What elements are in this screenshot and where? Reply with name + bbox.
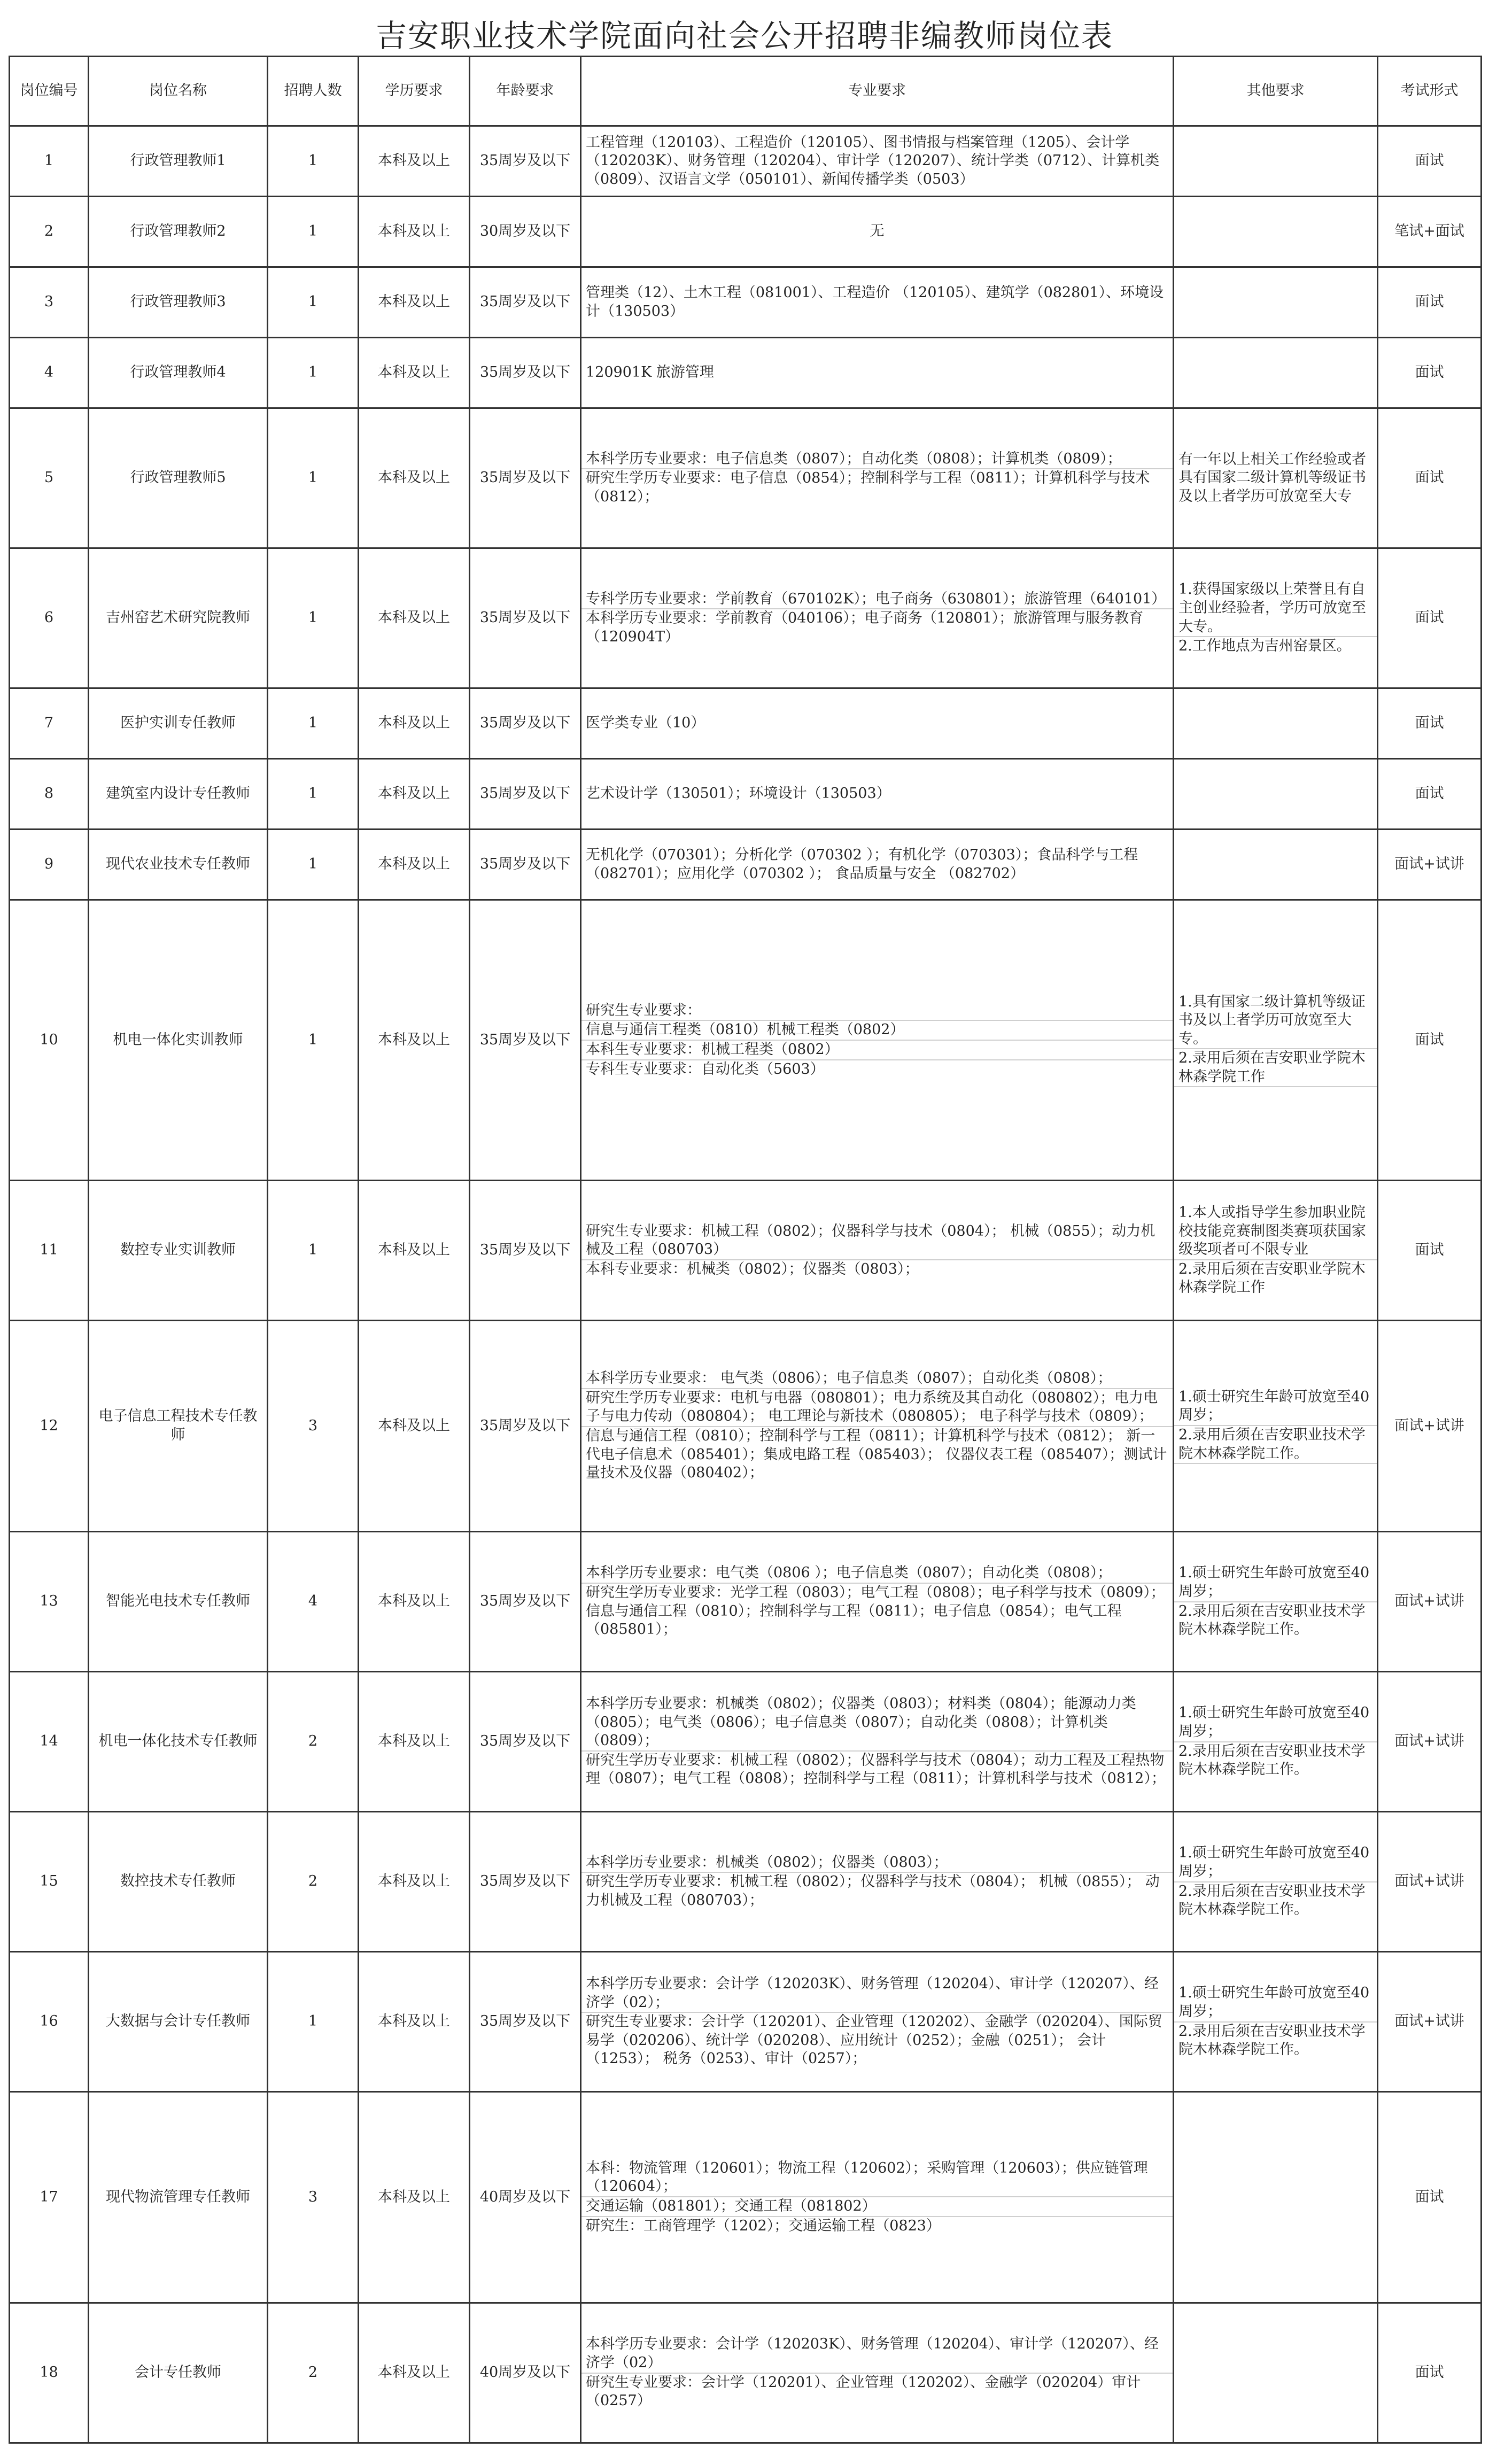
major-requirement-cell bbox=[581, 900, 1174, 1181]
age-cell: 35周岁及以下 bbox=[470, 900, 581, 1181]
header-cell: 其他要求 bbox=[1174, 57, 1378, 126]
other-requirement-text: 2.录用后须在吉安职业学院木林森学院工作 bbox=[1178, 1050, 1366, 1085]
age-cell: 35周岁及以下 bbox=[470, 338, 581, 408]
other-requirement-text: 1.硕士研究生年龄可放宽至40周岁； bbox=[1178, 1985, 1370, 2020]
hire-count-cell: 1 bbox=[268, 759, 359, 830]
major-requirement-text: 研究生专业要求：会计学（120201）、企业管理（120202）、金融学（020204）、国际贸易学（020206）、统计学（020208）、应用统计（0252）；金融（0251）； 会计（1253）； 税务（0253）、审计（0257）； bbox=[586, 2013, 1162, 2067]
other-requirement-cell bbox=[1174, 759, 1378, 830]
position-name-cell: 大数据与会计专任教师 bbox=[89, 1952, 268, 2092]
exam-format-cell: 面试 bbox=[1378, 338, 1482, 408]
major-requirement-text: 研究生学历专业要求：电机与电器（080801）；电力系统及其自动化（080802）；电力电子与电力传动（080804）； 电工理论与新技术（080805）； 电子科学与技术（0809）； bbox=[586, 1389, 1158, 1425]
hire-count-cell: 2 bbox=[268, 1672, 359, 1812]
major-requirement-text: 专科学历专业要求：学前教育（670102K）；电子商务（630801）；旅游管理（640101） bbox=[586, 590, 1166, 607]
major-requirement-cell bbox=[581, 688, 1174, 759]
hire-count-cell: 1 bbox=[268, 1952, 359, 2092]
table-row bbox=[10, 338, 1482, 408]
table-row bbox=[10, 1672, 1482, 1812]
table-row bbox=[10, 2092, 1482, 2303]
major-requirement-cell bbox=[581, 1181, 1174, 1321]
header-cell: 专业要求 bbox=[581, 57, 1174, 126]
other-requirement-text: 2.工作地点为吉州窑景区。 bbox=[1178, 638, 1351, 655]
major-requirement-text: 本科学历专业要求：机械类（0802）；仪器类（0803）；材料类（0804）；能源动力类（0805）；电气类（0806）；电子信息类（0807）；自动化类（0808）；计算机类（0809）； bbox=[586, 1695, 1136, 1749]
other-requirement-text: 1.获得国家级以上荣誉且有自主创业经验者，学历可放宽至大专。 bbox=[1178, 581, 1366, 635]
education-cell: 本科及以上 bbox=[359, 1812, 470, 1952]
major-requirement-text: 专科生专业要求：自动化类（5603） bbox=[586, 1060, 825, 1078]
exam-format-cell: 笔试+面试 bbox=[1378, 197, 1482, 267]
age-cell: 35周岁及以下 bbox=[470, 267, 581, 338]
major-requirement-cell bbox=[581, 548, 1174, 688]
position-name-cell: 行政管理教师5 bbox=[89, 408, 268, 548]
major-requirement-text: 艺术设计学（130501）；环境设计（130503） bbox=[586, 785, 891, 802]
header-cell: 岗位名称 bbox=[89, 57, 268, 126]
hire-count-cell: 3 bbox=[268, 1321, 359, 1532]
position-id-cell: 5 bbox=[10, 408, 89, 548]
position-name-cell: 现代物流管理专任教师 bbox=[89, 2092, 268, 2303]
header-cell: 岗位编号 bbox=[10, 57, 89, 126]
position-name-cell: 行政管理教师2 bbox=[89, 197, 268, 267]
hire-count-cell: 1 bbox=[268, 1181, 359, 1321]
table-row bbox=[10, 267, 1482, 338]
position-id-cell: 11 bbox=[10, 1181, 89, 1321]
table-header-row bbox=[10, 57, 1482, 126]
position-name-cell: 吉州窑艺术研究院教师 bbox=[89, 548, 268, 688]
major-requirement-text: 信息与通信工程类（0810）机械工程类（0802） bbox=[586, 1021, 905, 1039]
age-cell: 35周岁及以下 bbox=[470, 759, 581, 830]
major-requirement-cell bbox=[581, 197, 1174, 267]
table-row bbox=[10, 900, 1482, 1181]
major-requirement-text: 研究生学历专业要求：光学工程（0803）；电气工程（0808）；电子科学与技术（0809）；信息与通信工程（0810）；控制科学与工程（0811）；电子信息（0854）；电气工程（085801）； bbox=[586, 1584, 1165, 1638]
exam-format-cell: 面试+试讲 bbox=[1378, 1952, 1482, 2092]
education-cell: 本科及以上 bbox=[359, 2303, 470, 2443]
major-requirement-text: 医学类专业（10） bbox=[586, 715, 705, 732]
other-requirement-cell bbox=[1174, 1532, 1378, 1672]
other-requirement-cell bbox=[1174, 548, 1378, 688]
education-cell: 本科及以上 bbox=[359, 126, 470, 197]
major-requirement-text: 研究生专业要求：会计学（120201）、企业管理（120202）、金融学（020204）审计（0257） bbox=[586, 2374, 1141, 2409]
age-cell: 35周岁及以下 bbox=[470, 1181, 581, 1321]
other-requirement-cell bbox=[1174, 830, 1378, 900]
major-requirement-cell bbox=[581, 1532, 1174, 1672]
other-requirement-text: 1.硕士研究生年龄可放宽至40周岁； bbox=[1178, 1704, 1370, 1740]
position-name-cell: 行政管理教师3 bbox=[89, 267, 268, 338]
position-id-cell: 8 bbox=[10, 759, 89, 830]
major-requirement-text: 交通运输（081801）；交通工程（081802） bbox=[586, 2198, 877, 2214]
major-requirement-cell bbox=[581, 1672, 1174, 1812]
table-row bbox=[10, 830, 1482, 900]
table-row bbox=[10, 1321, 1482, 1532]
position-id-cell: 1 bbox=[10, 126, 89, 197]
exam-format-cell: 面试 bbox=[1378, 548, 1482, 688]
other-requirement-cell bbox=[1174, 1181, 1378, 1321]
exam-format-cell: 面试 bbox=[1378, 267, 1482, 338]
major-requirement-cell bbox=[581, 408, 1174, 548]
major-requirement-cell bbox=[581, 126, 1174, 197]
position-id-cell: 10 bbox=[10, 900, 89, 1181]
exam-format-cell: 面试 bbox=[1378, 759, 1482, 830]
exam-format-cell: 面试 bbox=[1378, 688, 1482, 759]
major-requirement-text: 本科：物流管理（120601）；物流工程（120602）；采购管理（120603）；供应链管理（120604）； bbox=[586, 2159, 1148, 2195]
exam-format-cell: 面试+试讲 bbox=[1378, 1532, 1482, 1672]
position-id-cell: 2 bbox=[10, 197, 89, 267]
hire-count-cell: 1 bbox=[268, 548, 359, 688]
other-requirement-cell bbox=[1174, 1952, 1378, 2092]
major-requirement-text: 研究生专业要求：机械工程（0802）；仪器科学与技术（0804）； 机械（0855）；动力机械及工程（080703） bbox=[586, 1222, 1155, 1258]
position-id-cell: 4 bbox=[10, 338, 89, 408]
table-row bbox=[10, 688, 1482, 759]
education-cell: 本科及以上 bbox=[359, 1952, 470, 2092]
other-requirement-text: 2.录用后须在吉安职业技术学院木林森学院工作。 bbox=[1178, 1882, 1366, 1918]
position-name-cell: 电子信息工程技术专任教师 bbox=[89, 1321, 268, 1532]
table-row bbox=[10, 1532, 1482, 1672]
other-requirement-cell bbox=[1174, 338, 1378, 408]
exam-format-cell: 面试+试讲 bbox=[1378, 1812, 1482, 1952]
other-requirement-cell bbox=[1174, 408, 1378, 548]
age-cell: 35周岁及以下 bbox=[470, 1321, 581, 1532]
age-cell: 40周岁及以下 bbox=[470, 2303, 581, 2443]
table-row bbox=[10, 548, 1482, 688]
education-cell: 本科及以上 bbox=[359, 267, 470, 338]
hire-count-cell: 1 bbox=[268, 830, 359, 900]
major-requirement-text: 研究生学历专业要求：电子信息（0854）；控制科学与工程（0811）；计算机科学与技术（0812）； bbox=[586, 470, 1150, 505]
position-id-cell: 7 bbox=[10, 688, 89, 759]
major-requirement-text: 本科学历专业要求：电子信息类（0807）；自动化类（0808）；计算机类（0809）； bbox=[586, 450, 1122, 467]
other-requirement-text: 1.具有国家二级计算机等级证书及以上者学历可放宽至大专。 bbox=[1178, 993, 1366, 1047]
position-id-cell: 12 bbox=[10, 1321, 89, 1532]
other-requirement-text: 有一年以上相关工作经验或者具有国家二级计算机等级证书及以上者学历可放宽至大专 bbox=[1178, 451, 1366, 505]
position-name-cell: 建筑室内设计专任教师 bbox=[89, 759, 268, 830]
other-requirement-text: 1.硕士研究生年龄可放宽至40周岁； bbox=[1178, 1845, 1370, 1880]
major-requirement-cell bbox=[581, 1321, 1174, 1532]
position-id-cell: 15 bbox=[10, 1812, 89, 1952]
major-requirement-text: 本科学历专业要求：会计学（120203K）、财务管理（120204）、审计学（120207）、经济学（02） bbox=[586, 2336, 1159, 2371]
other-requirement-text: 2.录用后须在吉安职业技术学院木林森学院工作。 bbox=[1178, 1427, 1366, 1462]
hire-count-cell: 2 bbox=[268, 2303, 359, 2443]
education-cell: 本科及以上 bbox=[359, 759, 470, 830]
hire-count-cell: 1 bbox=[268, 197, 359, 267]
header-cell: 学历要求 bbox=[359, 57, 470, 126]
education-cell: 本科及以上 bbox=[359, 2092, 470, 2303]
hire-count-cell: 4 bbox=[268, 1532, 359, 1672]
hire-count-cell: 1 bbox=[268, 408, 359, 548]
age-cell: 35周岁及以下 bbox=[470, 1532, 581, 1672]
position-id-cell: 14 bbox=[10, 1672, 89, 1812]
major-requirement-text: 研究生专业要求： bbox=[586, 1002, 701, 1019]
major-requirement-text: 工程管理（120103）、工程造价（120105）、图书情报与档案管理（1205）、会计学（120203K）、财务管理（120204）、审计学（120207）、统计学类（0712）、计算机类（0809）、汉语言文学（050101）、新闻传播学类（0503） bbox=[586, 134, 1160, 188]
major-requirement-text: 无机化学（070301）；分析化学（070302 ）；有机化学（070303）；食品科学与工程（082701）；应用化学（070302 ）； 食品质量与安全 （082702） bbox=[586, 846, 1138, 882]
position-name-cell: 机电一体化技术专任教师 bbox=[89, 1672, 268, 1812]
table-row bbox=[10, 197, 1482, 267]
age-cell: 35周岁及以下 bbox=[470, 1672, 581, 1812]
age-cell: 35周岁及以下 bbox=[470, 1812, 581, 1952]
hire-count-cell: 2 bbox=[268, 1812, 359, 1952]
age-cell: 35周岁及以下 bbox=[470, 830, 581, 900]
position-name-cell: 行政管理教师1 bbox=[89, 126, 268, 197]
exam-format-cell: 面试 bbox=[1378, 1181, 1482, 1321]
education-cell: 本科及以上 bbox=[359, 1321, 470, 1532]
header-cell: 年龄要求 bbox=[470, 57, 581, 126]
position-id-cell: 16 bbox=[10, 1952, 89, 2092]
exam-format-cell: 面试 bbox=[1378, 2092, 1482, 2303]
other-requirement-cell bbox=[1174, 1812, 1378, 1952]
other-requirement-text: 1.硕士研究生年龄可放宽至40周岁； bbox=[1178, 1388, 1370, 1424]
education-cell: 本科及以上 bbox=[359, 197, 470, 267]
major-requirement-cell bbox=[581, 267, 1174, 338]
position-name-cell: 会计专任教师 bbox=[89, 2303, 268, 2443]
major-requirement-text: 管理类（12）、土木工程（081001）、工程造价 （120105）、建筑学（082801）、环境设计（130503） bbox=[586, 284, 1164, 320]
table-row bbox=[10, 2303, 1482, 2443]
age-cell: 30周岁及以下 bbox=[470, 197, 581, 267]
table-row bbox=[10, 759, 1482, 830]
other-requirement-text: 2.录用后须在吉安职业学院木林森学院工作 bbox=[1178, 1260, 1366, 1296]
position-name-cell: 医护实训专任教师 bbox=[89, 688, 268, 759]
major-requirement-text: 研究生学历专业要求：机械工程（0802）；仪器科学与技术（0804）；动力工程及工程热物理（0807）；电气工程（0808）；控制科学与工程（0811）；计算机科学与技术（0812）； bbox=[586, 1752, 1166, 1787]
major-requirement-text: 本科学历专业要求：电气类（0806 ）；电子信息类（0807）；自动化类（0808）； bbox=[586, 1564, 1112, 1582]
hire-count-cell: 1 bbox=[268, 267, 359, 338]
age-cell: 35周岁及以下 bbox=[470, 126, 581, 197]
other-requirement-cell bbox=[1174, 126, 1378, 197]
major-requirement-text: 信息与通信工程（0810）；控制科学与工程（0811）；计算机科学与技术（0812）； 新一代电子信息术（085401）；集成电路工程（085403）； 仪器仪表工程（085407）；测试计量技术及仪器（080402）； bbox=[586, 1428, 1167, 1482]
education-cell: 本科及以上 bbox=[359, 830, 470, 900]
other-requirement-cell bbox=[1174, 1672, 1378, 1812]
major-requirement-text: 研究生：工商管理学（1202）；交通运输工程（0823） bbox=[586, 2217, 941, 2234]
other-requirement-text: 1.硕士研究生年龄可放宽至40周岁； bbox=[1178, 1564, 1370, 1600]
major-requirement-text: 本科专业要求：机械类（0802）；仪器类（0803）； bbox=[586, 1260, 919, 1277]
other-requirement-cell bbox=[1174, 197, 1378, 267]
hire-count-cell: 3 bbox=[268, 2092, 359, 2303]
major-requirement-cell bbox=[581, 1952, 1174, 2092]
other-requirement-cell bbox=[1174, 2092, 1378, 2303]
major-requirement-cell bbox=[581, 2092, 1174, 2303]
table-row bbox=[10, 1181, 1482, 1321]
major-requirement-cell bbox=[581, 830, 1174, 900]
major-requirement-text: 研究生学历专业要求：机械工程（0802）；仪器科学与技术（0804）； 机械（0855）； 动力机械及工程（080703）； bbox=[586, 1873, 1160, 1909]
other-requirement-text: 1.本人或指导学生参加职业院校技能竞赛制图类赛项获国家级奖项者可不限专业 bbox=[1178, 1204, 1366, 1258]
age-cell: 35周岁及以下 bbox=[470, 408, 581, 548]
major-requirement-cell bbox=[581, 1812, 1174, 1952]
position-name-cell: 数控专业实训教师 bbox=[89, 1181, 268, 1321]
table-row bbox=[10, 1952, 1482, 2092]
positions-table bbox=[9, 56, 1482, 2444]
hire-count-cell: 1 bbox=[268, 688, 359, 759]
table-body bbox=[10, 126, 1482, 2443]
position-name-cell: 智能光电技术专任教师 bbox=[89, 1532, 268, 1672]
other-requirement-text: 2.录用后须在吉安职业技术学院木林森学院工作。 bbox=[1178, 1602, 1366, 1638]
major-requirement-cell bbox=[581, 338, 1174, 408]
major-requirement-text: 本科生专业要求：机械工程类（0802） bbox=[586, 1041, 839, 1058]
major-requirement-text: 本科学历专业要求：会计学（120203K）、财务管理（120204）、审计学（120207）、经济学（02）； bbox=[586, 1975, 1159, 2011]
position-id-cell: 6 bbox=[10, 548, 89, 688]
age-cell: 40周岁及以下 bbox=[470, 2092, 581, 2303]
major-requirement-text: 无 bbox=[870, 223, 885, 240]
education-cell: 本科及以上 bbox=[359, 1532, 470, 1672]
exam-format-cell: 面试 bbox=[1378, 408, 1482, 548]
education-cell: 本科及以上 bbox=[359, 338, 470, 408]
exam-format-cell: 面试+试讲 bbox=[1378, 1672, 1482, 1812]
other-requirement-cell bbox=[1174, 267, 1378, 338]
hire-count-cell: 1 bbox=[268, 338, 359, 408]
age-cell: 35周岁及以下 bbox=[470, 1952, 581, 2092]
education-cell: 本科及以上 bbox=[359, 1181, 470, 1321]
hire-count-cell: 1 bbox=[268, 900, 359, 1181]
other-requirement-text: 2.录用后须在吉安职业技术学院木林森学院工作。 bbox=[1178, 2023, 1366, 2058]
education-cell: 本科及以上 bbox=[359, 1672, 470, 1812]
major-requirement-cell bbox=[581, 759, 1174, 830]
position-name-cell: 现代农业技术专任教师 bbox=[89, 830, 268, 900]
position-id-cell: 13 bbox=[10, 1532, 89, 1672]
position-name-cell: 数控技术专任教师 bbox=[89, 1812, 268, 1952]
education-cell: 本科及以上 bbox=[359, 408, 470, 548]
other-requirement-cell bbox=[1174, 1321, 1378, 1532]
position-id-cell: 3 bbox=[10, 267, 89, 338]
exam-format-cell: 面试+试讲 bbox=[1378, 1321, 1482, 1532]
exam-format-cell: 面试 bbox=[1378, 900, 1482, 1181]
header-cell: 考试形式 bbox=[1378, 57, 1482, 126]
age-cell: 35周岁及以下 bbox=[470, 688, 581, 759]
exam-format-cell: 面试 bbox=[1378, 126, 1482, 197]
major-requirement-text: 120901K 旅游管理 bbox=[586, 364, 714, 381]
position-id-cell: 9 bbox=[10, 830, 89, 900]
exam-format-cell: 面试 bbox=[1378, 2303, 1482, 2443]
education-cell: 本科及以上 bbox=[359, 688, 470, 759]
exam-format-cell: 面试+试讲 bbox=[1378, 830, 1482, 900]
other-requirement-cell bbox=[1174, 900, 1378, 1181]
major-requirement-cell bbox=[581, 2303, 1174, 2443]
position-id-cell: 17 bbox=[10, 2092, 89, 2303]
major-requirement-text: 本科学历专业要求： 电气类（0806）；电子信息类（0807）；自动化类（0808）； bbox=[586, 1370, 1112, 1387]
education-cell: 本科及以上 bbox=[359, 548, 470, 688]
major-requirement-text: 本科学历专业要求：学前教育（040106）；电子商务（120801）；旅游管理与服务教育（120904T） bbox=[586, 610, 1144, 645]
position-name-cell: 机电一体化实训教师 bbox=[89, 900, 268, 1181]
position-id-cell: 18 bbox=[10, 2303, 89, 2443]
education-cell: 本科及以上 bbox=[359, 900, 470, 1181]
table-row bbox=[10, 1812, 1482, 1952]
age-cell: 35周岁及以下 bbox=[470, 548, 581, 688]
major-requirement-text: 本科学历专业要求：机械类（0802）；仪器类（0803）； bbox=[586, 1854, 948, 1871]
page-title: 吉安职业技术学院面向社会公开招聘非编教师岗位表 bbox=[375, 18, 1113, 54]
other-requirement-cell bbox=[1174, 2303, 1378, 2443]
other-requirement-cell bbox=[1174, 688, 1378, 759]
table-row bbox=[10, 408, 1482, 548]
other-requirement-text: 2.录用后须在吉安职业技术学院木林森学院工作。 bbox=[1178, 1742, 1366, 1778]
hire-count-cell: 1 bbox=[268, 126, 359, 197]
header-cell: 招聘人数 bbox=[268, 57, 359, 126]
table-row bbox=[10, 126, 1482, 197]
position-name-cell: 行政管理教师4 bbox=[89, 338, 268, 408]
